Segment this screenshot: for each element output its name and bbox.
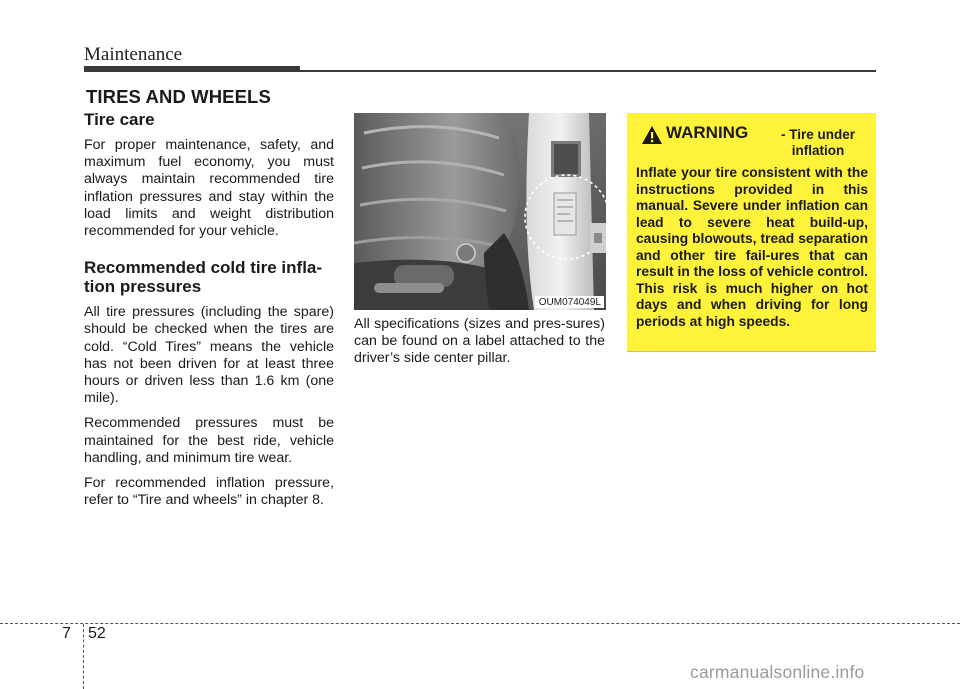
chapter-number: 7 bbox=[62, 625, 71, 642]
tire-care-heading: Tire care bbox=[84, 110, 155, 129]
watermark: carmanualsonline.info bbox=[690, 662, 865, 682]
cold-pressure-heading bbox=[84, 258, 334, 296]
warning-word: WARNING bbox=[666, 123, 749, 142]
warning-subtitle: - Tire under inflation bbox=[780, 127, 855, 158]
footer-rule bbox=[0, 623, 960, 624]
tire-care-paragraph: For proper maintenance, safety, and maximum fuel economy, you must always maintain recommended tire inflation pressures and stay within the load limits and weight distribution recommended for your vehicle. bbox=[84, 137, 334, 240]
footer-divider bbox=[83, 624, 84, 689]
header-rule-thin bbox=[300, 70, 876, 72]
warning-triangle-icon bbox=[641, 125, 663, 145]
column-left bbox=[84, 110, 334, 509]
photo-code: OUM074049L bbox=[535, 296, 604, 308]
column-middle-text bbox=[354, 316, 605, 368]
warning-body: Inflate your tire consistent with the instructions provided in this manual. Severe under inflation can lead to severe heat build-up, causing blowouts, tread separation and other tire fail-ures that can result in the loss of vehicle control. This risk is much higher on hot days and when driving for long periods at high speeds. bbox=[636, 165, 868, 329]
seat-and-pillar-illustration bbox=[354, 113, 606, 310]
header-rule-thick bbox=[84, 66, 300, 72]
tire-label-photo bbox=[354, 113, 606, 310]
running-head: Maintenance bbox=[84, 44, 183, 65]
section-title: TIRES AND WHEELS bbox=[86, 86, 271, 107]
cold-pressure-heading-line2: tion pressures bbox=[84, 277, 202, 297]
cold-pressure-paragraph-2: Recommended pressures must be maintained for the best ride, vehicle handling, and minimum tire wear. bbox=[84, 415, 334, 466]
page-number: 52 bbox=[88, 625, 106, 642]
label-location-paragraph: All specifications (sizes and pres-sures) can be found on a label attached to the driver’s side center pillar. bbox=[354, 316, 605, 367]
warning-box bbox=[627, 113, 876, 352]
cold-pressure-paragraph-3: For recommended inflation pressure, refer to “Tire and wheels” in chapter 8. bbox=[84, 475, 334, 509]
cold-pressure-heading-line1: Recommended cold tire infla- bbox=[84, 258, 323, 278]
cold-pressure-paragraph-1: All tire pressures (including the spare) should be checked when the tires are cold. “Cold Tires” means the vehicle has not been driven for at least three hours or driven less than 1.6 km (one mile). bbox=[84, 304, 334, 407]
